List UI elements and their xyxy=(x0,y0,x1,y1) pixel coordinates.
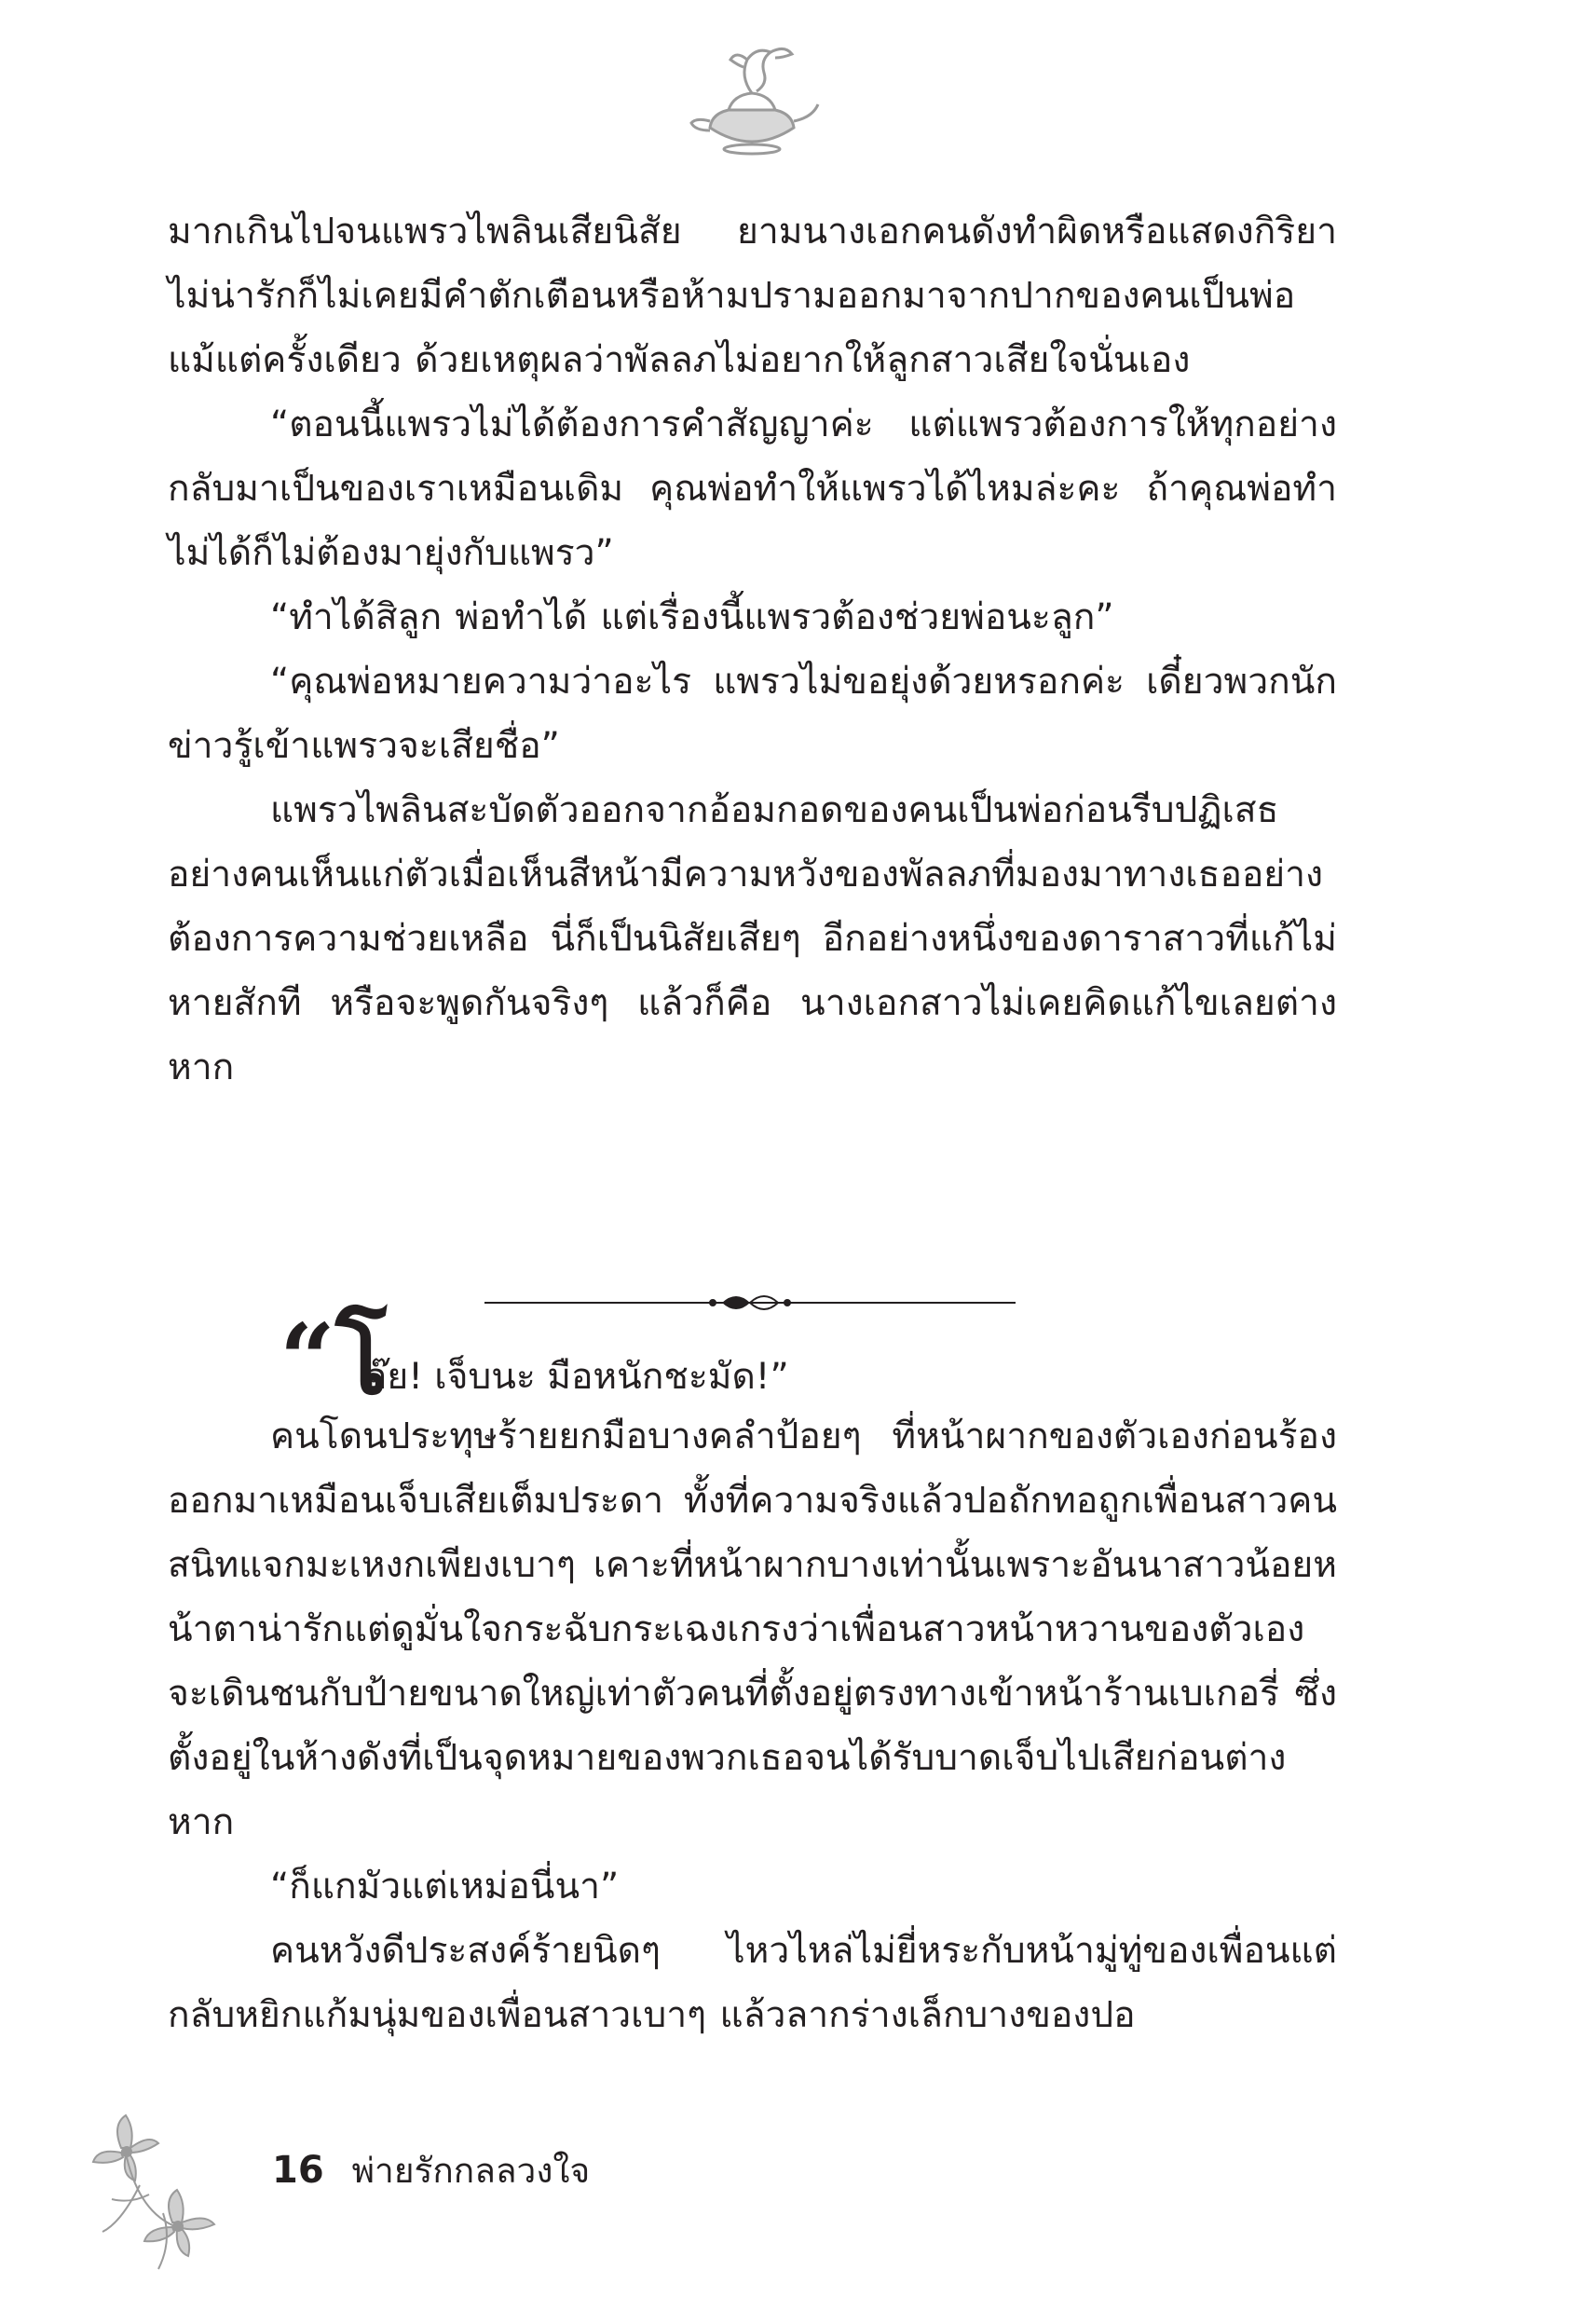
paragraph: “ก็แกมัวแต่เหม่อนี่นา” xyxy=(270,1866,620,1908)
page-footer xyxy=(272,2143,590,2199)
page-number: 16 xyxy=(272,2149,324,2192)
paragraph: “คุณพ่อหมายความว่าอะไร แพรวไม่ขอยุ่งด้วยหรอกค่ะ เดี๋ยวพวกนักข่าวรู้เข้าแพรวจะเสียชื่อ” xyxy=(168,661,1337,767)
paragraph: “ตอนนี้แพรวไม่ได้ต้องการคำสัญญาค่ะ แต่แพรวต้องการให้ทุกอย่างกลับมาเป็นของเราเหมือนเดิม คุณพ่อทำให้แพรวได้ไหมล่ะคะ ถ้าคุณพ่อทำไม่ได้ก็ไม่ต้องมายุ่งกับแพรว” xyxy=(168,403,1337,574)
flower-ornament-icon xyxy=(84,2111,233,2278)
paragraph: คนหวังดีประสงค์ร้ายนิดๆ ไหวไหล่ไม่ยี่หระกับหน้ามู่ทู่ของเพื่อนแต่กลับหยิกแก้มนุ่มของเพื่อนสาวเบาๆ แล้วลากร่างเล็กบางของปอ xyxy=(168,1930,1337,2036)
paragraph: “ทำได้สิลูก พ่อทำได้ แต่เรื่องนี้แพรวต้องช่วยพ่อนะลูก” xyxy=(270,596,1114,638)
text-section-bottom xyxy=(168,1404,1337,2047)
paragraph: แพรวไพลินสะบัดตัวออกจากอ้อมกอดของคนเป็นพ่อก่อนรีบปฏิเสธอย่างคนเห็นแก่ตัวเมื่อเห็นสีหน้ามีความหวังของพัลลภที่มองมาทางเธออย่างต้องการความช่วยเหลือ นี่ก็เป็นนิสัยเสียๆ อีกอย่างหนึ่งของดาราสาวที่แก้ไม่หายสักที หรือจะพูดกันจริงๆ แล้วก็คือ นางเอกสาวไม่เคยคิดแก้ไขเลยต่างหาก xyxy=(168,789,1337,1088)
paragraph: คนโดนประทุษร้ายยกมือบางคลำป้อยๆ ที่หน้าผากของตัวเองก่อนร้องออกมาเหมือนเจ็บเสียเต็มประดา ทั้งที่ความจริงแล้วปอถักทอถูกเพื่อนสาวคนสนิทแจกมะเหงกเพียงเบาๆ เคาะที่หน้าผากบางเท่านั้นเพราะอันนาสาวน้อยหน้าตาน่ารักแต่ดูมั่นใจกระฉับกระเฉงเกรงว่าเพื่อนสาวหน้าหวานของตัวเองจะเดินชนกับป้ายขนาดใหญ่เท่าตัวคนที่ตั้งอยู่ตรงทางเข้าหน้าร้านเบเกอรี่ ซึ่งตั้งอยู่ในห้างดังที่เป็นจุดหมายของพวกเธอจนได้รับบาดเจ็บไปเสียก่อนต่างหาก xyxy=(168,1415,1337,1843)
dropcap-letter: “โ xyxy=(280,1302,388,1416)
text-section-top xyxy=(168,199,1337,1100)
paragraph: มากเกินไปจนแพรวไพลินเสียนิสัย ยามนางเอกคนดังทำผิดหรือแสดงกิริยาไม่น่ารักก็ไม่เคยมีคำตักเตือนหรือห้ามปรามออกมาจากปากของคนเป็นพ่อแม้แต่ครั้งเดียว ด้วยเหตุผลว่าพัลลภไม่อยากให้ลูกสาวเสียใจนั่นเอง xyxy=(168,211,1337,381)
dropcap-rest-text: อ๊ย! เจ็บนะ มือหนักชะมัด!” xyxy=(365,1356,789,1398)
dropcap-line xyxy=(280,1302,1304,1416)
teapot-ornament-icon xyxy=(682,39,822,160)
book-title: พ่ายรักกลลวงใจ xyxy=(351,2151,591,2191)
